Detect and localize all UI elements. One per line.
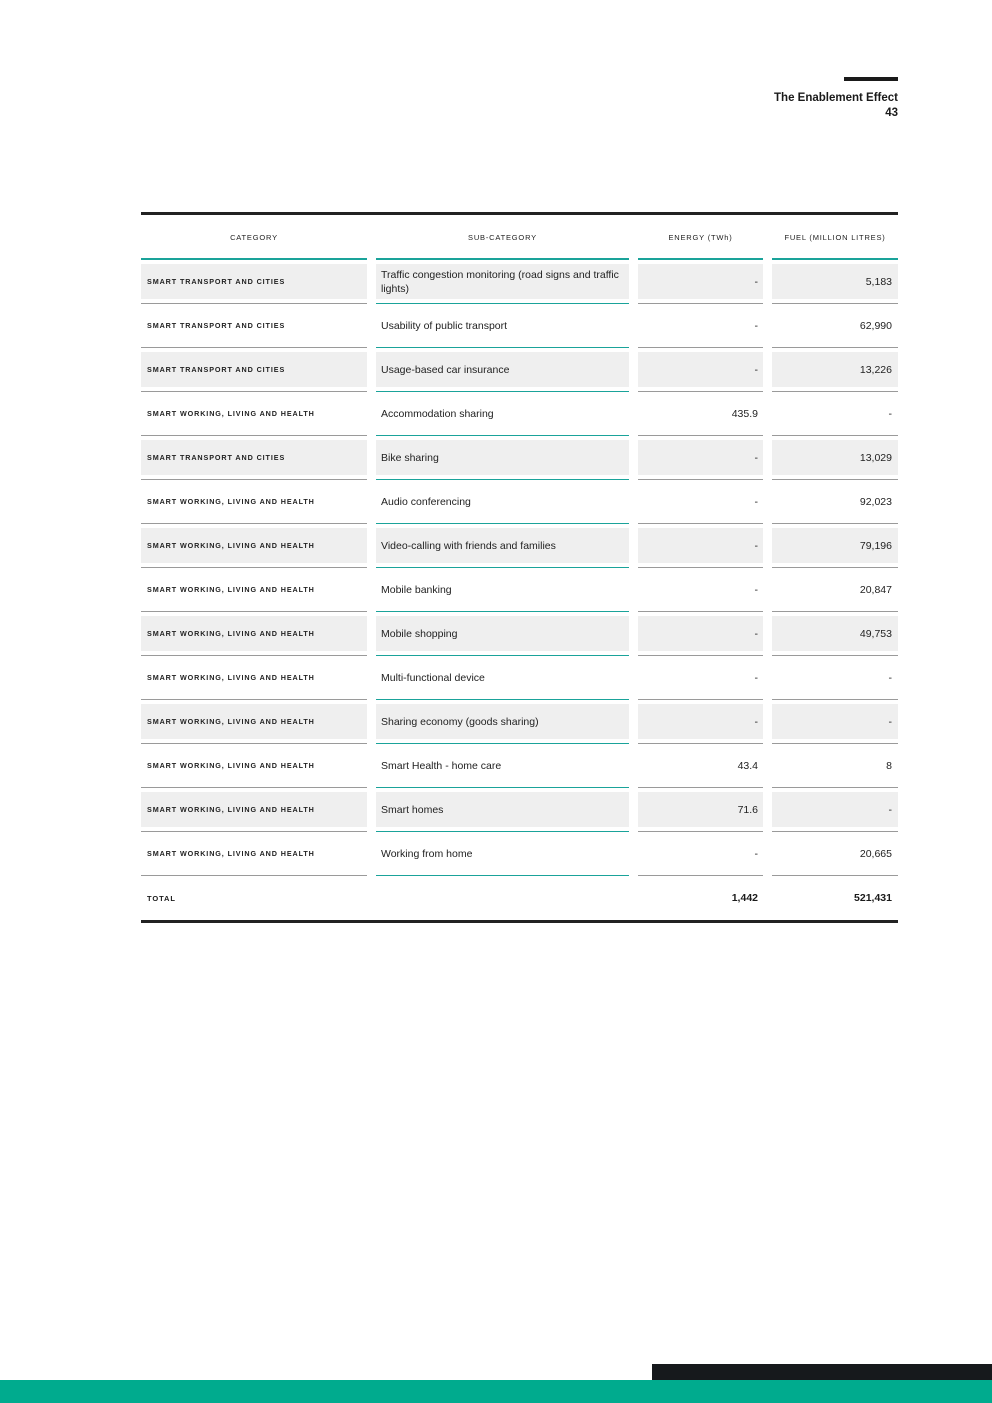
- fuel-cell: 20,665: [772, 836, 898, 871]
- energy-cell: -: [638, 660, 763, 695]
- header-accent-bar: [844, 77, 898, 81]
- footer-teal-band: [0, 1380, 992, 1403]
- subcategory-cell: Bike sharing: [376, 440, 629, 475]
- category-cell: SMART WORKING, LIVING AND HEALTH: [141, 748, 367, 783]
- energy-cell: -: [638, 484, 763, 519]
- category-cell: SMART WORKING, LIVING AND HEALTH: [141, 572, 367, 607]
- table-row: [141, 656, 898, 700]
- fuel-cell: 8: [772, 748, 898, 783]
- energy-fuel-table: [141, 212, 898, 923]
- energy-cell: -: [638, 836, 763, 871]
- table-row: [141, 524, 898, 568]
- column-header-category: CATEGORY: [141, 215, 367, 260]
- energy-cell: -: [638, 528, 763, 563]
- table-row: [141, 788, 898, 832]
- total-label: TOTAL: [147, 893, 176, 903]
- table-row: [141, 304, 898, 348]
- energy-cell: 435.9: [638, 396, 763, 431]
- column-header-energy: ENERGY (TWh): [638, 215, 763, 260]
- category-cell: SMART WORKING, LIVING AND HEALTH: [141, 660, 367, 695]
- energy-cell: 43.4: [638, 748, 763, 783]
- category-cell: SMART TRANSPORT AND CITIES: [141, 352, 367, 387]
- energy-cell: -: [638, 616, 763, 651]
- fuel-cell: 5,183: [772, 264, 898, 299]
- table-bottom-rule: [141, 920, 898, 923]
- energy-cell: -: [638, 264, 763, 299]
- column-header-subcategory: SUB-CATEGORY: [376, 215, 629, 260]
- energy-cell: -: [638, 704, 763, 739]
- table-header-row: [141, 215, 898, 260]
- table-total-row: [141, 876, 898, 920]
- subcategory-cell: Working from home: [376, 836, 629, 871]
- category-cell: SMART TRANSPORT AND CITIES: [141, 440, 367, 475]
- subcategory-cell: Video-calling with friends and families: [376, 528, 629, 563]
- fuel-cell: 79,196: [772, 528, 898, 563]
- energy-cell: -: [638, 572, 763, 607]
- footer-dark-band: [652, 1364, 992, 1381]
- table-row: [141, 832, 898, 876]
- subcategory-cell: Smart Health - home care: [376, 748, 629, 783]
- fuel-cell: 13,029: [772, 440, 898, 475]
- category-cell: SMART TRANSPORT AND CITIES: [141, 308, 367, 343]
- subcategory-cell: Mobile banking: [376, 572, 629, 607]
- table-row: [141, 436, 898, 480]
- total-energy: 1,442: [731, 892, 758, 904]
- page-number: 43: [885, 107, 898, 119]
- energy-cell: 71.6: [638, 792, 763, 827]
- table-row: [141, 700, 898, 744]
- fuel-cell: 49,753: [772, 616, 898, 651]
- subcategory-cell: Traffic congestion monitoring (road signs and traffic lights): [376, 264, 629, 299]
- column-header-fuel: FUEL (MILLION LITRES): [772, 215, 898, 260]
- category-cell: SMART TRANSPORT AND CITIES: [141, 264, 367, 299]
- fuel-cell: 13,226: [772, 352, 898, 387]
- subcategory-cell: Usability of public transport: [376, 308, 629, 343]
- energy-cell: -: [638, 352, 763, 387]
- subcategory-cell: Smart homes: [376, 792, 629, 827]
- table-row: [141, 260, 898, 304]
- category-cell: SMART WORKING, LIVING AND HEALTH: [141, 396, 367, 431]
- table-row: [141, 744, 898, 788]
- category-cell: SMART WORKING, LIVING AND HEALTH: [141, 528, 367, 563]
- fuel-cell: -: [772, 792, 898, 827]
- subcategory-cell: Sharing economy (goods sharing): [376, 704, 629, 739]
- subcategory-cell: Mobile shopping: [376, 616, 629, 651]
- fuel-cell: 92,023: [772, 484, 898, 519]
- energy-cell: -: [638, 440, 763, 475]
- table-row: [141, 348, 898, 392]
- energy-cell: -: [638, 308, 763, 343]
- category-cell: SMART WORKING, LIVING AND HEALTH: [141, 484, 367, 519]
- category-cell: SMART WORKING, LIVING AND HEALTH: [141, 704, 367, 739]
- fuel-cell: 62,990: [772, 308, 898, 343]
- fuel-cell: -: [772, 396, 898, 431]
- category-cell: SMART WORKING, LIVING AND HEALTH: [141, 836, 367, 871]
- table-row: [141, 392, 898, 436]
- fuel-cell: -: [772, 704, 898, 739]
- table-row: [141, 612, 898, 656]
- table-row: [141, 568, 898, 612]
- table-row: [141, 480, 898, 524]
- document-title: The Enablement Effect: [774, 92, 898, 104]
- category-cell: SMART WORKING, LIVING AND HEALTH: [141, 792, 367, 827]
- category-cell: SMART WORKING, LIVING AND HEALTH: [141, 616, 367, 651]
- subcategory-cell: Audio conferencing: [376, 484, 629, 519]
- fuel-cell: 20,847: [772, 572, 898, 607]
- total-fuel: 521,431: [854, 892, 892, 904]
- subcategory-cell: Accommodation sharing: [376, 396, 629, 431]
- subcategory-cell: Usage-based car insurance: [376, 352, 629, 387]
- fuel-cell: -: [772, 660, 898, 695]
- subcategory-cell: Multi-functional device: [376, 660, 629, 695]
